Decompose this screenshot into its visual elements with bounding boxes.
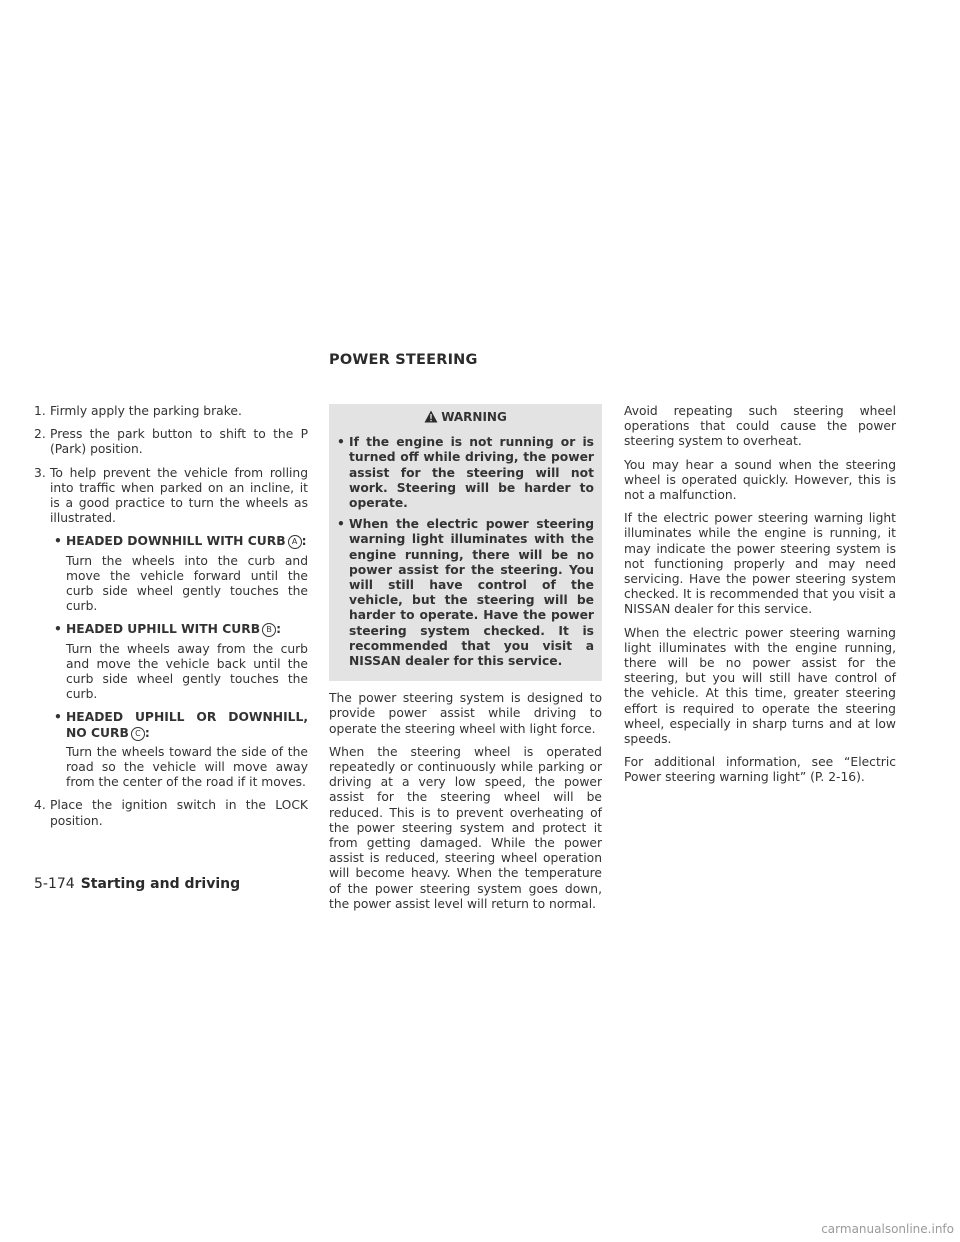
substep-downhill-curb: • HEADED DOWNHILL WITH CURB A :	[54, 534, 307, 549]
callout-a-icon: A	[288, 535, 302, 549]
substep-uphill-curb: • HEADED UPHILL WITH CURB B :	[54, 622, 281, 637]
paragraph: Avoid repeating such steering wheel operations that could cause the power steering system to overheat.	[624, 404, 896, 449]
step-4: 4. Place the ignition switch in the LOCK position.	[34, 798, 308, 828]
paragraph: You may hear a sound when the steering wheel is operated quickly. However, this is not a malfunction.	[624, 457, 896, 503]
column-2	[329, 404, 602, 920]
substep-no-curb-text: Turn the wheels toward the side of the road so the vehicle will move away from the center of the road if it moves.	[66, 744, 308, 790]
page-number: 5-174	[34, 876, 75, 892]
step-3: 3. To help prevent the vehicle from rolling into traffic when parked on an incline, it is a good practice to turn the wheels as illustrated.	[34, 465, 308, 526]
paragraph: If the electric power steering warning light illuminates while the engine is running, it may indicate the power steering system is not functioning properly and may need servicing. Have the power steering system checked. It is recommended that you visit a NISSAN dealer for this service.	[624, 511, 896, 617]
chapter-name: Starting and driving	[80, 876, 241, 892]
substep-downhill-curb-text: Turn the wheels into the curb and move the vehicle forward until the curb side wheel gently touches the curb.	[66, 553, 308, 614]
watermark: carmanualsonline.info	[821, 1222, 954, 1236]
substep-uphill-curb-text: Turn the wheels away from the curb and move the vehicle back until the curb side wheel gently touches the curb.	[66, 641, 308, 702]
callout-b-icon: B	[262, 623, 276, 637]
warning-item: • If the engine is not running or is turned off while driving, the power assist for the steering will not work. Steering will be harder to operate.	[337, 435, 594, 511]
warning-heading: WARNING	[337, 410, 594, 427]
page-footer	[34, 876, 240, 892]
column-3	[624, 404, 896, 794]
column-1	[34, 404, 308, 837]
paragraph: When the steering wheel is operated repeatedly or continuously while parking or driving at a very low speed, the power assist for the steering wheel will be reduced. This is to prevent overheating of the power steering system and protect it from getting damaged. While the power assist is reduced, steering wheel operation will become heavy. When the temperature of the power steering system goes down, the power assist level will return to normal.	[329, 744, 602, 911]
warning-item: • When the electric power steering warning light illuminates with the engine running, there will be no power assist for the steering. You will still have control of the vehicle, but the steering will be harder to operate. Have the power steering system checked. It is recommended that you visit a NISSAN dealer for this service.	[337, 517, 594, 669]
paragraph: For additional information, see “Electric Power steering warning light” (P. 2-16).	[624, 755, 896, 785]
paragraph: When the electric power steering warning light illuminates with the engine running, there will be no power assist for the steering, but you will still have control of the vehicle. At this time, greater steering effort is required to operate the steering wheel, especially in sharp turns and at low speeds.	[624, 625, 896, 747]
warning-box	[329, 404, 602, 681]
step-1: 1. Firmly apply the parking brake.	[34, 404, 242, 418]
step-2: 2. Press the park button to shift to the P (Park) position.	[34, 427, 308, 457]
warning-triangle-icon	[424, 410, 438, 427]
callout-c-icon: C	[131, 727, 145, 741]
substep-no-curb: • HEADED UPHILL OR DOWNHILL, NO CURB C :	[54, 710, 308, 740]
section-title: POWER STEERING	[329, 352, 478, 368]
paragraph: The power steering system is designed to provide power assist while driving to operate the steering wheel with light force.	[329, 691, 602, 736]
